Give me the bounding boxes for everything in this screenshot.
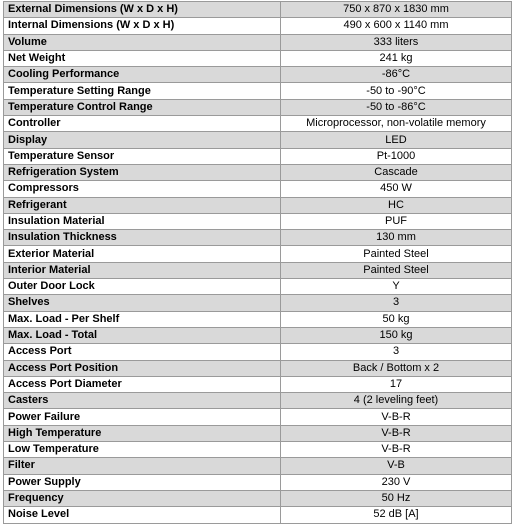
spec-value: Painted Steel bbox=[281, 246, 512, 262]
spec-row bbox=[4, 181, 512, 197]
spec-label: Volume bbox=[4, 34, 281, 50]
spec-label: Internal Dimensions (W x D x H) bbox=[4, 18, 281, 34]
spec-row bbox=[4, 393, 512, 409]
spec-value: 333 liters bbox=[281, 34, 512, 50]
spec-value: 450 W bbox=[281, 181, 512, 197]
spec-label: Refrigerant bbox=[4, 197, 281, 213]
spec-label: Temperature Sensor bbox=[4, 148, 281, 164]
spec-value: V-B-R bbox=[281, 442, 512, 458]
spec-label: Controller bbox=[4, 116, 281, 132]
spec-label: Insulation Thickness bbox=[4, 230, 281, 246]
spec-row bbox=[4, 67, 512, 83]
spec-value: 3 bbox=[281, 295, 512, 311]
spec-row bbox=[4, 458, 512, 474]
spec-value: 50 kg bbox=[281, 311, 512, 327]
spec-row bbox=[4, 279, 512, 295]
spec-row bbox=[4, 132, 512, 148]
specifications-table-body bbox=[4, 2, 512, 524]
spec-label: Noise Level bbox=[4, 507, 281, 523]
spec-label: Exterior Material bbox=[4, 246, 281, 262]
spec-value: -50 to -86°C bbox=[281, 99, 512, 115]
spec-label: Shelves bbox=[4, 295, 281, 311]
spec-label: Net Weight bbox=[4, 50, 281, 66]
spec-value: 4 (2 leveling feet) bbox=[281, 393, 512, 409]
spec-value: LED bbox=[281, 132, 512, 148]
spec-row bbox=[4, 360, 512, 376]
spec-row bbox=[4, 344, 512, 360]
spec-value: -86°C bbox=[281, 67, 512, 83]
spec-value: 150 kg bbox=[281, 327, 512, 343]
spec-label: Frequency bbox=[4, 490, 281, 506]
spec-row bbox=[4, 327, 512, 343]
spec-row bbox=[4, 262, 512, 278]
spec-value: V-B-R bbox=[281, 425, 512, 441]
spec-row bbox=[4, 311, 512, 327]
spec-value: Pt-1000 bbox=[281, 148, 512, 164]
specifications-table bbox=[3, 1, 512, 524]
spec-value: PUF bbox=[281, 213, 512, 229]
spec-row bbox=[4, 116, 512, 132]
spec-value: 50 Hz bbox=[281, 490, 512, 506]
spec-row bbox=[4, 507, 512, 523]
spec-value: 230 V bbox=[281, 474, 512, 490]
spec-row bbox=[4, 83, 512, 99]
spec-label: Casters bbox=[4, 393, 281, 409]
spec-value: -50 to -90°C bbox=[281, 83, 512, 99]
spec-value: HC bbox=[281, 197, 512, 213]
spec-label: Max. Load - Total bbox=[4, 327, 281, 343]
spec-value: 17 bbox=[281, 376, 512, 392]
spec-label: Power Supply bbox=[4, 474, 281, 490]
spec-row bbox=[4, 50, 512, 66]
spec-label: Insulation Material bbox=[4, 213, 281, 229]
spec-label: Outer Door Lock bbox=[4, 279, 281, 295]
spec-label: Access Port Diameter bbox=[4, 376, 281, 392]
spec-label: Low Temperature bbox=[4, 442, 281, 458]
spec-row bbox=[4, 197, 512, 213]
spec-label: External Dimensions (W x D x H) bbox=[4, 2, 281, 18]
spec-row bbox=[4, 18, 512, 34]
spec-row bbox=[4, 164, 512, 180]
spec-label: Access Port bbox=[4, 344, 281, 360]
spec-value: Cascade bbox=[281, 164, 512, 180]
spec-label: Temperature Setting Range bbox=[4, 83, 281, 99]
spec-row bbox=[4, 376, 512, 392]
spec-value: 241 kg bbox=[281, 50, 512, 66]
spec-row bbox=[4, 246, 512, 262]
spec-value: 52 dB [A] bbox=[281, 507, 512, 523]
spec-label: Cooling Performance bbox=[4, 67, 281, 83]
spec-row bbox=[4, 2, 512, 18]
spec-value: Y bbox=[281, 279, 512, 295]
spec-value: Back / Bottom x 2 bbox=[281, 360, 512, 376]
spec-row bbox=[4, 409, 512, 425]
spec-row bbox=[4, 34, 512, 50]
spec-label: Power Failure bbox=[4, 409, 281, 425]
spec-row bbox=[4, 425, 512, 441]
spec-value: Microprocessor, non-volatile memory bbox=[281, 116, 512, 132]
spec-label: Max. Load - Per Shelf bbox=[4, 311, 281, 327]
spec-label: Filter bbox=[4, 458, 281, 474]
spec-value: 750 x 870 x 1830 mm bbox=[281, 2, 512, 18]
spec-value: 130 mm bbox=[281, 230, 512, 246]
spec-value: 490 x 600 x 1140 mm bbox=[281, 18, 512, 34]
spec-value: Painted Steel bbox=[281, 262, 512, 278]
spec-row bbox=[4, 474, 512, 490]
spec-row bbox=[4, 230, 512, 246]
spec-value: V-B bbox=[281, 458, 512, 474]
spec-value: 3 bbox=[281, 344, 512, 360]
spec-row bbox=[4, 213, 512, 229]
spec-label: Access Port Position bbox=[4, 360, 281, 376]
spec-row bbox=[4, 490, 512, 506]
spec-label: Temperature Control Range bbox=[4, 99, 281, 115]
spec-label: Display bbox=[4, 132, 281, 148]
spec-row bbox=[4, 295, 512, 311]
spec-row bbox=[4, 99, 512, 115]
spec-value: V-B-R bbox=[281, 409, 512, 425]
spec-row bbox=[4, 442, 512, 458]
spec-label: Compressors bbox=[4, 181, 281, 197]
spec-label: Interior Material bbox=[4, 262, 281, 278]
spec-row bbox=[4, 148, 512, 164]
spec-label: Refrigeration System bbox=[4, 164, 281, 180]
spec-label: High Temperature bbox=[4, 425, 281, 441]
